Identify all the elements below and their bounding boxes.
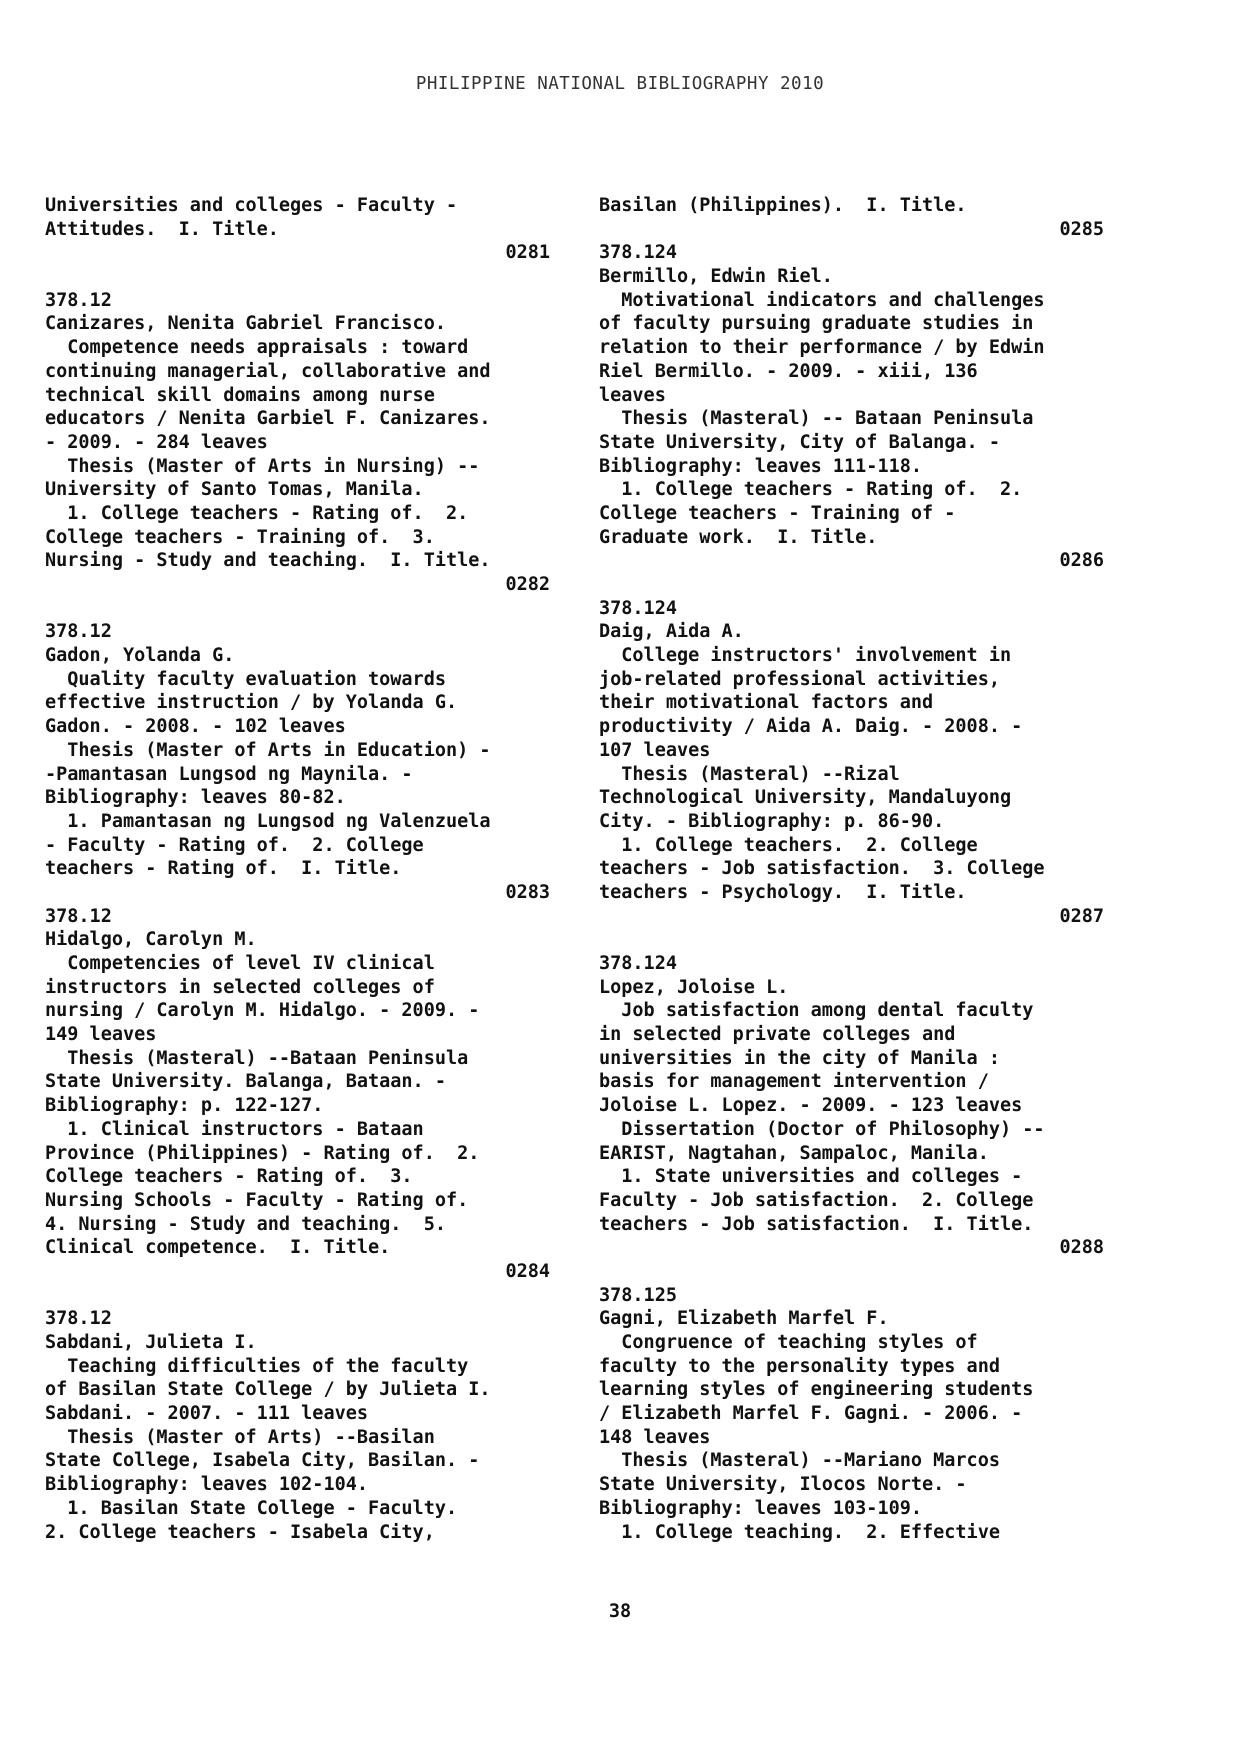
call-number: 378.12 <box>45 621 112 643</box>
entry-text-line: Bibliography: p. 122-127. <box>45 1095 324 1117</box>
entry-text-line: Attitudes. I. Title. <box>45 218 279 240</box>
entry-text-line: of faculty pursuing graduate studies in <box>599 313 1034 335</box>
entry-number: 0285 <box>1059 218 1104 240</box>
page-header-title: PHILIPPINE NATIONAL BIBLIOGRAPHY 2010 <box>415 74 825 94</box>
entry-text-line: productivity / Aida A. Daig. - 2008. - <box>599 716 1023 738</box>
entry-text-line: - Faculty - Rating of. 2. College <box>45 834 424 856</box>
blank-line <box>45 265 550 289</box>
entry-text-line: Thesis (Master of Arts) --Basilan <box>45 1426 435 1448</box>
entry-text-line: 148 leaves <box>599 1426 711 1448</box>
entry-text-line: 1. Clinical instructors - Bataan <box>45 1118 424 1140</box>
entry-text-line: State College, Isabela City, Basilan. - <box>45 1450 480 1472</box>
entry-text-line: Competence needs appraisals : toward <box>45 337 469 359</box>
entry-text-line: Canizares, Nenita Gabriel Francisco. <box>45 313 446 335</box>
entry-text-line: College teachers - Rating of. 3. <box>45 1166 413 1188</box>
entry-text-line: Quality faculty evaluation towards <box>45 668 446 690</box>
entry-text-line: Bermillo, Edwin Riel. <box>599 266 833 288</box>
entry-text-line: Clinical competence. I. Title. <box>45 1237 391 1259</box>
entry-text-line: College teachers - Training of. 3. <box>45 526 435 548</box>
entry-text-line: universities in the city of Manila : <box>599 1047 1000 1069</box>
entry-text-line: learning styles of engineering students <box>599 1379 1034 1401</box>
blank-line <box>599 928 1104 952</box>
entry-text-line: teachers - Job satisfaction. 3. College <box>599 858 1045 880</box>
entry-text-line: Thesis (Masteral) --Rizal <box>599 763 900 785</box>
entry-number: 0284 <box>505 1260 550 1282</box>
entry-text-line: 1. College teachers. 2. College <box>599 834 978 856</box>
entry-text-line: teachers - Rating of. I. Title. <box>45 858 402 880</box>
entry-text-line: leaves <box>599 384 666 406</box>
entry-text-line: Gagni, Elizabeth Marfel F. <box>599 1308 889 1330</box>
entry-text-line: of Basilan State College / by Julieta I. <box>45 1379 491 1401</box>
entry-number: 0288 <box>1059 1237 1104 1259</box>
entry-text-line: Thesis (Masteral) --Mariano Marcos <box>599 1450 1000 1472</box>
entry-text-line: / Elizabeth Marfel F. Gagni. - 2006. - <box>599 1403 1023 1425</box>
entry-text-line: teachers - Job satisfaction. I. Title. <box>599 1213 1034 1235</box>
entry-text-line: EARIST, Nagtahan, Sampaloc, Manila. <box>599 1142 989 1164</box>
entry-text-line: Gadon, Yolanda G. <box>45 645 235 667</box>
entry-text-line: Hidalgo, Carolyn M. <box>45 929 257 951</box>
entry-text-line: Job satisfaction among dental faculty <box>599 1000 1034 1022</box>
call-number: 378.124 <box>599 242 677 264</box>
left-column <box>45 194 550 1544</box>
call-number: 378.12 <box>45 905 112 927</box>
entry-text-line: Competencies of level IV clinical <box>45 953 435 974</box>
entry-number: 0287 <box>1059 905 1104 927</box>
entry-text-line: Technological University, Mandaluyong <box>599 787 1012 809</box>
entry-text-line: 1. Basilan State College - Faculty. <box>45 1497 458 1519</box>
entry-text-line: Graduate work. I. Title. <box>599 526 878 548</box>
call-number: 378.12 <box>45 1308 112 1330</box>
blank-line <box>599 573 1104 597</box>
blank-line <box>599 1260 1104 1284</box>
entry-text-line: Faculty - Job satisfaction. 2. College <box>599 1189 1034 1211</box>
entry-text-line: 1. Pamantasan ng Lungsod ng Valenzuela <box>45 810 491 832</box>
entry-text-line: basis for management intervention / <box>599 1071 989 1093</box>
entry-text-line: Bibliography: leaves 103-109. <box>599 1497 923 1519</box>
entry-text-line: Thesis (Masteral) -- Bataan Peninsula <box>599 408 1034 430</box>
entry-text-line: - 2009. - 284 leaves <box>45 431 268 453</box>
entry-text-line: teachers - Psychology. I. Title. <box>599 881 967 903</box>
blank-line <box>45 1284 550 1308</box>
entry-text-line: Congruence of teaching styles of <box>599 1332 978 1353</box>
right-column <box>599 194 1104 1544</box>
page-number: 38 <box>608 1601 632 1622</box>
entry-text-line: Sabdani. - 2007. - 111 leaves <box>45 1403 369 1425</box>
entry-text-line: nursing / Carolyn M. Hidalgo. - 2009. - <box>45 1000 480 1022</box>
entry-text-line: State University, Ilocos Norte. - <box>599 1474 967 1496</box>
entry-number: 0283 <box>505 881 550 903</box>
entry-text-line: Motivational indicators and challenges <box>599 289 1045 311</box>
entry-text-line: Thesis (Masteral) --Bataan Peninsula <box>45 1047 469 1069</box>
entry-number: 0281 <box>505 242 550 264</box>
entry-number: 0286 <box>1059 550 1104 572</box>
blank-line <box>45 597 550 621</box>
entry-text-line: Thesis (Master of Arts in Education) - <box>45 739 491 761</box>
entry-text-line: Gadon. - 2008. - 102 leaves <box>45 716 346 738</box>
call-number: 378.12 <box>45 289 112 311</box>
entry-text-line: 2. College teachers - Isabela City, <box>45 1521 435 1543</box>
entry-text-line: Nursing - Study and teaching. I. Title. <box>45 550 491 572</box>
entry-text-line: Thesis (Master of Arts in Nursing) -- <box>45 455 480 477</box>
entry-text-line: technical skill domains among nurse <box>45 384 435 406</box>
entry-text-line: Daig, Aida A. <box>599 621 744 643</box>
entry-text-line: Joloise L. Lopez. - 2009. - 123 leaves <box>599 1095 1023 1117</box>
entry-text-line: their motivational factors and <box>599 692 934 714</box>
entry-text-line: Nursing Schools - Faculty - Rating of. <box>45 1189 469 1211</box>
entry-text-line: 1. College teachers - Rating of. 2. <box>599 479 1023 501</box>
entry-text-line: University of Santo Tomas, Manila. <box>45 479 424 501</box>
entry-text-line: faculty to the personality types and <box>599 1355 1000 1377</box>
entry-text-line: Dissertation (Doctor of Philosophy) -- <box>599 1118 1045 1140</box>
entry-text-line: continuing managerial, collaborative and <box>45 360 491 382</box>
entry-text-line: Bibliography: leaves 111-118. <box>599 455 923 477</box>
call-number: 378.124 <box>599 953 677 974</box>
entry-text-line: Riel Bermillo. - 2009. - xiii, 136 <box>599 360 978 382</box>
entry-number: 0282 <box>505 574 550 595</box>
entry-text-line: 149 leaves <box>45 1024 157 1046</box>
entry-text-line: Sabdani, Julieta I. <box>45 1332 257 1353</box>
entry-text-line: 1. College teachers - Rating of. 2. <box>45 502 469 524</box>
call-number: 378.124 <box>599 597 677 619</box>
entry-text-line: effective instruction / by Yolanda G. <box>45 692 458 714</box>
entry-text-line: City. - Bibliography: p. 86-90. <box>599 810 945 832</box>
entry-text-line: State University. Balanga, Bataan. - <box>45 1071 446 1093</box>
entry-text-line: relation to their performance / by Edwin <box>599 337 1045 359</box>
entry-text-line: College teachers - Training of - <box>599 502 956 524</box>
entry-text-line: Bibliography: leaves 80-82. <box>45 787 346 809</box>
entry-text-line: in selected private colleges and <box>599 1024 956 1046</box>
entry-text-line: Teaching difficulties of the faculty <box>45 1355 469 1377</box>
entry-text-line: College instructors' involvement in <box>599 645 1012 667</box>
entry-text-line: Bibliography: leaves 102-104. <box>45 1474 369 1496</box>
entry-text-line: State University, City of Balanga. - <box>599 431 1000 453</box>
entry-text-line: educators / Nenita Garbiel F. Canizares. <box>45 408 491 430</box>
entry-text-line: 1. State universities and colleges - <box>599 1166 1023 1188</box>
entry-text-line: Basilan (Philippines). I. Title. <box>599 195 967 216</box>
entry-text-line: 1. College teaching. 2. Effective <box>599 1521 1000 1543</box>
call-number: 378.125 <box>599 1284 677 1306</box>
entry-text-line: -Pamantasan Lungsod ng Maynila. - <box>45 763 413 785</box>
entry-text-line: instructors in selected colleges of <box>45 976 435 998</box>
entry-text-line: Lopez, Joloise L. <box>599 976 789 998</box>
entry-text-line: 4. Nursing - Study and teaching. 5. <box>45 1213 446 1235</box>
entry-text-line: job-related professional activities, <box>599 668 1000 690</box>
entry-text-line: Province (Philippines) - Rating of. 2. <box>45 1142 480 1164</box>
entry-text-line: 107 leaves <box>599 739 711 761</box>
entry-text-line: Universities and colleges - Faculty - <box>45 195 458 216</box>
